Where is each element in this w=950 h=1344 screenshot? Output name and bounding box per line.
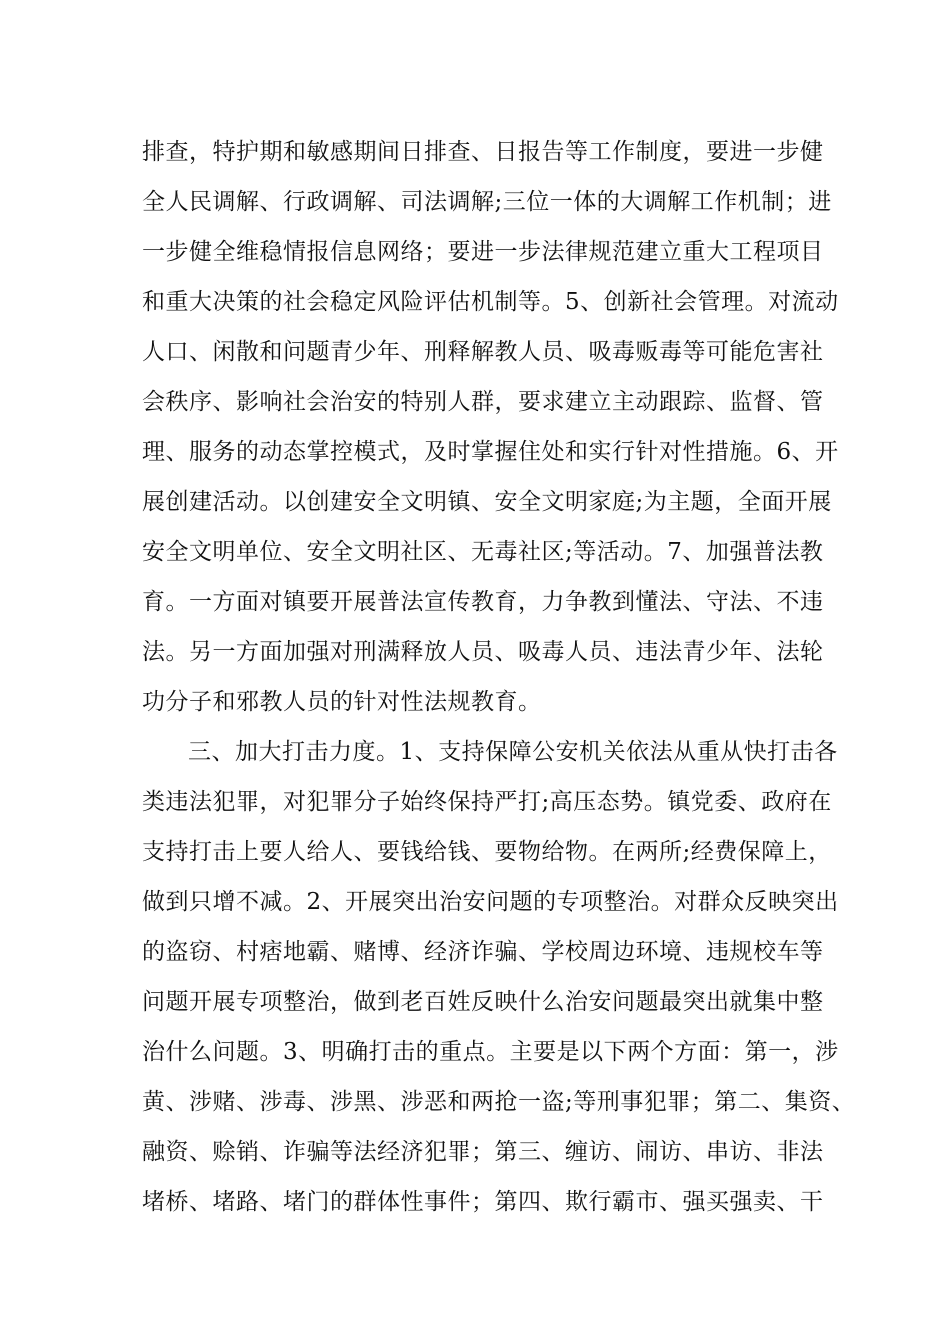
text-line: 黄、涉赌、涉毒、涉黑、涉恶和两抢一盗;等刑事犯罪；第二、集资、: [142, 1089, 856, 1115]
text-line: 全人民调解、行政调解、司法调解;三位一体的大调解工作机制；进: [142, 189, 832, 215]
text-line: 功分子和邪教人员的针对性法规教育。: [142, 689, 542, 715]
text-line: 堵桥、堵路、堵门的群体性事件；第四、欺行霸市、强买强卖、干: [142, 1189, 824, 1215]
paragraph-heading-line: 三、加大打击力度。1、支持保障公安机关依法从重从快打击各: [188, 739, 838, 765]
text-line: 理、服务的动态掌控模式，及时掌握住处和实行针对性措施。6、开: [142, 439, 839, 465]
text-line: 问题开展专项整治，做到老百姓反映什么治安问题最突出就集中整: [142, 989, 824, 1015]
text-line: 安全文明单位、安全文明社区、无毒社区;等活动。7、加强普法教: [142, 539, 824, 565]
text-line: 育。一方面对镇要开展普法宣传教育，力争教到懂法、守法、不违: [142, 589, 824, 615]
text-line: 一步健全维稳情报信息网络；要进一步法律规范建立重大工程项目: [142, 239, 824, 265]
text-line: 和重大决策的社会稳定风险评估机制等。5、创新社会管理。对流动: [142, 289, 839, 315]
text-line: 人口、闲散和问题青少年、刑释解教人员、吸毒贩毒等可能危害社: [142, 339, 824, 365]
text-line: 做到只增不减。2、开展突出治安问题的专项整治。对群众反映突出: [142, 889, 839, 915]
text-line: 展创建活动。以创建安全文明镇、安全文明家庭;为主题，全面开展: [142, 489, 832, 515]
text-line: 法。另一方面加强对刑满释放人员、吸毒人员、违法青少年、法轮: [142, 639, 824, 665]
text-line: 融资、赊销、诈骗等法经济犯罪；第三、缠访、闹访、串访、非法: [142, 1139, 824, 1165]
text-line: 会秩序、影响社会治安的特别人群，要求建立主动跟踪、监督、管: [142, 389, 824, 415]
text-line: 排查，特护期和敏感期间日排查、日报告等工作制度，要进一步健: [142, 139, 824, 165]
text-line: 的盗窃、村痞地霸、赌博、经济诈骗、学校周边环境、违规校车等: [142, 939, 824, 965]
text-line: 类违法犯罪，对犯罪分子始终保持严打;高压态势。镇党委、政府在: [142, 789, 832, 815]
text-line: 治什么问题。3、明确打击的重点。主要是以下两个方面：第一，涉: [142, 1039, 839, 1065]
text-line: 支持打击上要人给人、要钱给钱、要物给物。在两所;经费保障上，: [142, 839, 832, 865]
